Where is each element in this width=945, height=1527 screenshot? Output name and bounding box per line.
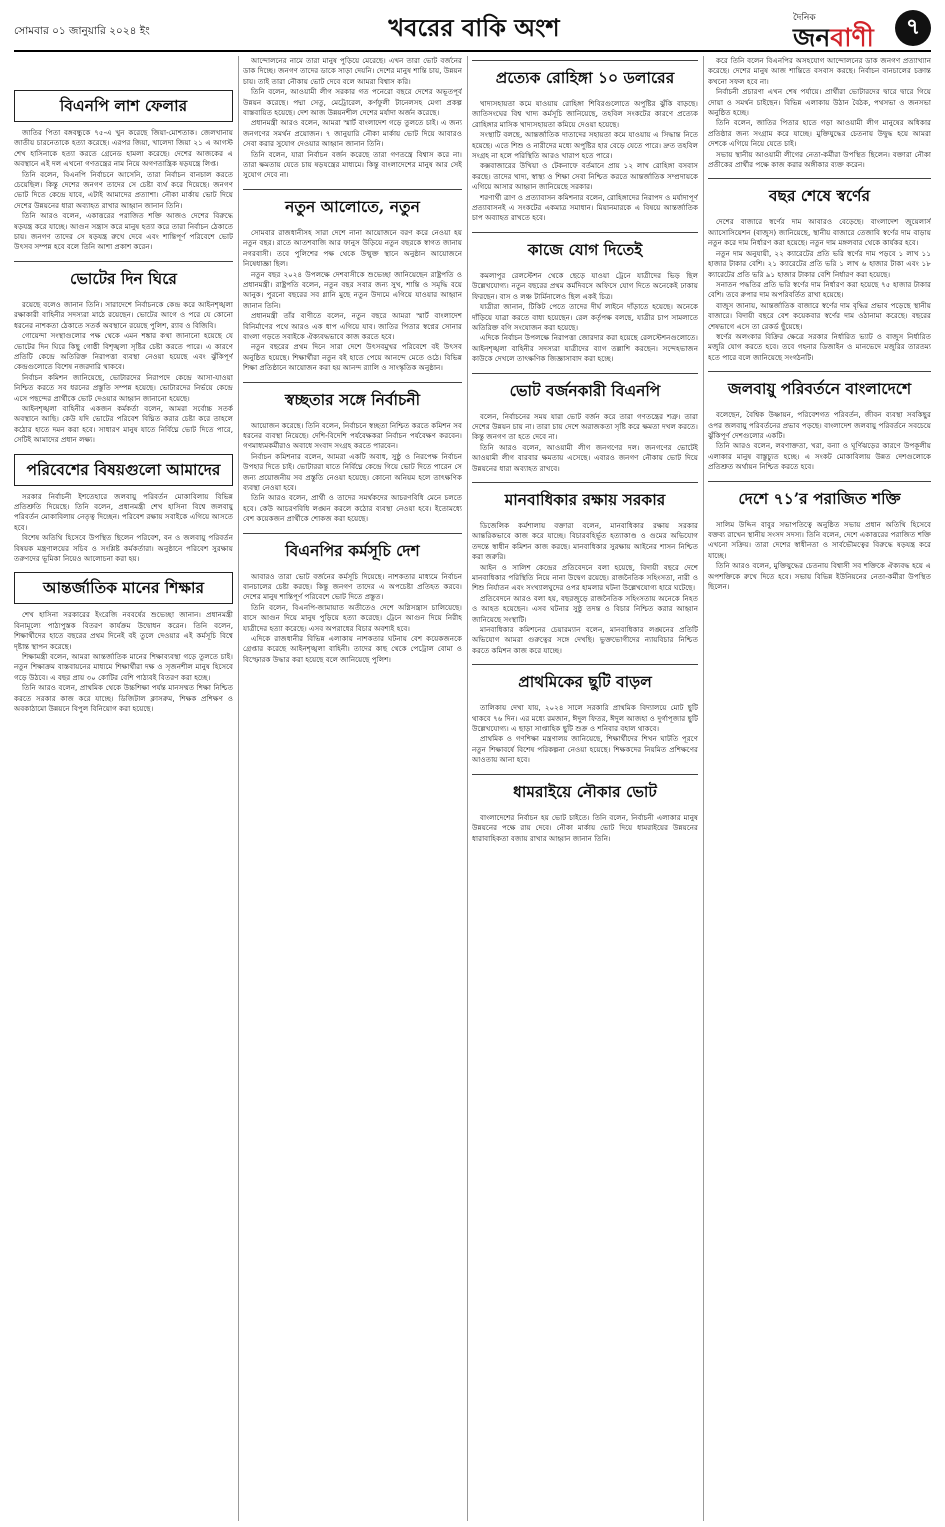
paragraph: এদিকে রাজধানীর বিভিন্ন এলাকায় নাশকতার ঘটনায় বেশ কয়েকজনকে গ্রেপ্তার করেছে আইনশৃঙ্খলা বাহিনী। তাদের কাছ থেকে পেট্রোল বোমা ও বিস্ফোরক উদ্ধার করা হয়েছে বলে জানিয়েছে পুলিশ।	[243, 634, 462, 664]
article-body	[243, 228, 462, 374]
paragraph: সংস্থাটি বলছে, আন্তর্জাতিক দাতাদের সহায়তা কমে যাওয়ায় এ সিদ্ধান্ত নিতে হয়েছে। এতে শিশু ও নারীদের মধ্যে অপুষ্টির হার বেড়ে যেতে পারে। দ্রুত তহবিল সংগ্রহ না হলে পরিস্থিতি আরও খারাপ হতে পারে।	[472, 130, 698, 161]
article-body	[472, 521, 698, 656]
column-1	[14, 56, 233, 1521]
headline: বিএনপির কর্মসূচি দেশ	[243, 533, 462, 566]
article-dhamrai	[472, 774, 698, 844]
paragraph: শিক্ষামন্ত্রী বলেন, আমরা আন্তর্জাতিক মানের শিক্ষাব্যবস্থা গড়ে তুলতে চাই। নতুন শিক্ষাক্রম বাস্তবায়নের মাধ্যমে শিক্ষার্থীরা দক্ষ ও সৃজনশীল মানুষ হিসেবে গড়ে উঠবে। এ বছর প্রায় ৩০ কোটির বেশি পাঠ্যবই বিতরণ করা হচ্ছে।	[14, 652, 233, 682]
headline: নতুন আলোতে, নতুন	[243, 189, 462, 222]
article-rohingya	[472, 60, 698, 224]
article-voting-day	[14, 261, 233, 446]
headline: ধামরাইয়ে নৌকার ভোট	[472, 774, 698, 807]
paragraph: তিনি আরও বলেন, প্রাথমিক থেকে উচ্চশিক্ষা পর্যন্ত মানসম্মত শিক্ষা নিশ্চিত করতে সরকার কাজ করে যাচ্ছে। ডিজিটাল ক্লাসরুম, শিক্ষক প্রশিক্ষণ ও অবকাঠামো উন্নয়নে বিপুল বিনিয়োগ করা হয়েছে।	[14, 683, 233, 714]
paragraph: মানবাধিকার কমিশনের চেয়ারম্যান বলেন, মানবাধিকার লঙ্ঘনের প্রতিটি অভিযোগ আমরা গুরুত্বের সঙ্গে দেখছি। ভুক্তভোগীদের ন্যায়বিচার নিশ্চিত করতে কমিশন কাজ করে যাচ্ছে।	[472, 625, 698, 655]
paragraph: বলেন, নির্বাচনের সময় যারা ভোট বর্জন করে তারা গণতন্ত্রের শত্রু। তারা দেশের উন্নয়ন চায় না। তারা চায় দেশে অরাজকতা সৃষ্টি করে ক্ষমতা দখল করতে। কিন্তু জনগণ তা হতে দেবে না।	[472, 411, 698, 442]
article-71-defeated-force	[708, 481, 931, 593]
column-rule	[703, 56, 704, 1521]
headline: ভোট বর্জনকারী বিএনপি	[472, 373, 698, 406]
paragraph: বলেছেন, বৈশ্বিক উষ্ণায়ন, পরিবেশগত পরিবর্তন, জীবন ব্যবস্থা সবকিছুর ওপর জলবায়ু পরিবর্তনের প্রভাব পড়ছে। বাংলাদেশ জলবায়ু পরিবর্তনে সবচেয়ে ঝুঁকিপূর্ণ দেশগুলোর একটি।	[708, 410, 931, 440]
logo-name	[793, 18, 874, 61]
headline: পরিবেশের বিষয়গুলো আমাদের	[14, 454, 233, 486]
article-bnp-lash	[14, 90, 233, 253]
paragraph: নতুন দাম অনুযায়ী, ২২ ক্যারেটের প্রতি ভরি স্বর্ণের দাম পড়বে ১ লাখ ১১ হাজার টাকার বেশি। ২১ ক্যারেটের প্রতি ভরি ১ লাখ ৬ হাজার টাকা এবং ১৮ ক্যারেটের প্রতি ভরি ৯১ হাজার টাকার বেশি নির্ধারণ করা হয়েছে।	[708, 248, 931, 279]
column-rule	[467, 56, 468, 1521]
paragraph: নতুন বছরের প্রথম দিনে সারা দেশে উৎসবমুখর পরিবেশে বই উৎসব অনুষ্ঠিত হয়েছে। শিক্ষার্থীরা নতুন বই হাতে পেয়ে আনন্দে মেতে ওঠে। বিভিন্ন শিক্ষা প্রতিষ্ঠানে আয়োজন করা হয় আনন্দ র‍্যালি ও সাংস্কৃতিক অনুষ্ঠান।	[243, 342, 462, 373]
article-body	[708, 410, 931, 472]
article-body	[472, 703, 698, 765]
paragraph: শেখ হাসিনা সরকারের ইংরেজি নববর্ষের শুভেচ্ছা জানান। প্রধানমন্ত্রী বিনামূল্যে পাঠ্যপুস্তক বিতরণ কার্যক্রম উদ্বোধন করেন। তিনি বলেন, শিক্ষার্থীদের হাতে বছরের প্রথম দিনেই বই তুলে দেওয়ার এই কর্মসূচি বিশ্বে দৃষ্টান্ত স্থাপন করেছে।	[14, 610, 233, 651]
paragraph: ডিজেলিক কর্মশালায় বক্তারা বলেন, মানবাধিকার রক্ষায় সরকার আন্তরিকভাবে কাজ করে যাচ্ছে। বিচারবহির্ভূত হত্যাকাণ্ড ও গুমের অভিযোগ তদন্তে স্বাধীন কমিশন কাজ করছে। মানবাধিকার সুরক্ষায় আইনের শাসন নিশ্চিত করা জরুরি।	[472, 520, 698, 562]
paragraph: কক্সবাজারের উখিয়া ও টেকনাফে বর্তমানে প্রায় ১২ লাখ রোহিঙ্গা বসবাস করছে। তাদের খাদ্য, স্বাস্থ্য ও শিক্ষা সেবা নিশ্চিত করতে আন্তর্জাতিক সম্প্রদায়কে এগিয়ে আসার আহ্বান জানিয়েছে সরকার।	[472, 161, 698, 192]
paragraph: এদিকে নির্বাচন উপলক্ষে নিরাপত্তা জোরদার করা হয়েছে রেলস্টেশনগুলোতে। আইনশৃঙ্খলা বাহিনীর সদস্যরা যাত্রীদের ব্যাগ তল্লাশি করছেন। সন্দেহভাজন কাউকে দেখলে তাৎক্ষণিক জিজ্ঞাসাবাদ করা হচ্ছে।	[472, 333, 698, 364]
paragraph: গোয়েন্দা সংস্থাগুলোর পক্ষ থেকে এমন শঙ্কার কথা জানানো হয়েছে যে ভোটের দিন ঘিরে কিছু গোষ্ঠী বিশৃঙ্খলা সৃষ্টির চেষ্টা করতে পারে। এ কারণে প্রতিটি কেন্দ্রে অতিরিক্ত নিরাপত্তা ব্যবস্থা নেওয়া হয়েছে এবং ঝুঁকিপূর্ণ কেন্দ্রগুলোতে বিশেষ নজরদারি থাকবে।	[14, 331, 233, 372]
paragraph: তিনি আরও বলেন, আওয়ামী লীগ জনগণের দল। জনগণের ভোটেই আওয়ামী লীগ বারবার ক্ষমতায় এসেছে। এবারও জনগণ নৌকায় ভোট দিয়ে উন্নয়নের ধারা অব্যাহত রাখবে।	[472, 442, 698, 473]
article-body	[708, 217, 931, 363]
newspaper-logo	[791, 10, 931, 52]
article-bnp-program	[243, 533, 462, 666]
article-human-rights	[472, 482, 698, 656]
paragraph: বিশেষ অতিথি হিসেবে উপস্থিত ছিলেন পরিবেশ, বন ও জলবায়ু পরিবর্তন বিষয়ক মন্ত্রণালয়ের সচিব ও সংশ্লিষ্ট কর্মকর্তারা। অনুষ্ঠানে পরিবেশ সুরক্ষায় তরুণদের ভূমিকা নিয়েও আলোচনা করা হয়।	[14, 533, 233, 563]
headline: আন্তর্জাতিক মানের শিক্ষার	[14, 572, 233, 604]
headline: ভোটের দিন ঘিরে	[14, 261, 233, 294]
paragraph: আইনশৃঙ্খলা বাহিনীর একজন কর্মকর্তা বলেন, আমরা সর্বোচ্চ সতর্ক অবস্থানে আছি। কেউ যদি ভোটের পরিবেশ বিঘ্নিত করার চেষ্টা করে তাহলে কঠোর হাতে দমন করা হবে। সাধারণ মানুষ যাতে নির্বিঘ্নে ভোট দিতে পারে, সেটিই আমাদের প্রধান লক্ষ্য।	[14, 403, 233, 445]
paragraph: স্বর্ণের অলংকার বিক্রির ক্ষেত্রে সরকার নির্ধারিত ভ্যাট ও বাজুস নির্ধারিত মজুরি যোগ করতে হবে। তবে গহনার ডিজাইন ও মানভেদে মজুরির তারতম্য হতে পারে বলে জানিয়েছে সংগঠনটি।	[708, 331, 931, 362]
article-body	[14, 610, 233, 714]
paragraph: তিনি বলেন, বিএনপি-জামায়াত অতীতেও দেশে অগ্নিসন্ত্রাস চালিয়েছে। বাসে আগুন দিয়ে মানুষ পুড়িয়ে হত্যা করেছে। ট্রেনে আগুন দিয়ে নিরীহ যাত্রীদের হত্যা করেছে। এসব অপরাধের বিচার অবশ্যই হবে।	[243, 602, 462, 633]
article-body	[14, 128, 233, 253]
article-body	[243, 421, 462, 525]
article-body	[14, 300, 233, 446]
paragraph: খাদ্যসহায়তা কমে যাওয়ায় রোহিঙ্গা শিবিরগুলোতে অপুষ্টির ঝুঁকি বাড়ছে। জাতিসংঘের বিশ্ব খাদ্য কর্মসূচি জানিয়েছে, তহবিল সংকটের কারণে প্রত্যেক রোহিঙ্গার মাসিক খাদ্যসহায়তা কমিয়ে দেওয়া হয়েছে।	[472, 99, 698, 129]
article-environment	[14, 454, 233, 565]
article-body	[708, 520, 931, 593]
paragraph: প্রধানমন্ত্রী আরও বলেন, আমরা স্মার্ট বাংলাদেশ গড়ে তুলতে চাই। এ জন্য জনগণের সমর্থন প্রয়োজন। ৭ জানুয়ারি নৌকা মার্কায় ভোট দিয়ে আবারও সেবা করার সুযোগ দেওয়ার আহ্বান জানান তিনি।	[243, 118, 462, 149]
paragraph: সভায় স্থানীয় আওয়ামী লীগের নেতা-কর্মীরা উপস্থিত ছিলেন। বক্তারা নৌকা প্রতীকের প্রার্থীর পক্ষে কাজ করার অঙ্গীকার ব্যক্ত করেন।	[708, 149, 931, 170]
column-3	[472, 56, 698, 1521]
paragraph: বাজুস জানায়, আন্তর্জাতিক বাজারে স্বর্ণের দাম বৃদ্ধির প্রভাব পড়েছে স্থানীয় বাজারে। বিদায়ী বছরে বেশ কয়েকবার স্বর্ণের দাম ওঠানামা করেছে। বছরের শেষভাগে এসে তা রেকর্ড ছুঁয়েছে।	[708, 300, 931, 331]
paragraph: আইন ও সালিশ কেন্দ্রের প্রতিবেদনে বলা হয়েছে, বিদায়ী বছরে দেশে মানবাধিকার পরিস্থিতি নিয়ে নানা উদ্বেগ রয়েছে। রাজনৈতিক সহিংসতা, নারী ও শিশু নির্যাতন এবং সংখ্যালঘুদের ওপর হামলার ঘটনা উল্লেখযোগ্য হারে ঘটেছে।	[472, 562, 698, 593]
article-body	[243, 572, 462, 666]
page-number: ৭	[895, 10, 931, 46]
headline: কাজে যোগ দিতেই	[472, 232, 698, 265]
paragraph: তিনি আরও বলেন, প্রার্থী ও তাদের সমর্থকদের আচরণবিধি মেনে চলতে হবে। কেউ আচরণবিধি লঙ্ঘন করলে কঠোর ব্যবস্থা নেওয়া হবে। ইতোমধ্যে বেশ কয়েকজন প্রার্থীকে শোকজ করা হয়েছে।	[243, 493, 462, 524]
paragraph: সরকার নির্বাচনী ইশতেহারে জলবায়ু পরিবর্তন মোকাবিলায় বিভিন্ন প্রতিশ্রুতি দিয়েছে। তিনি বলেন, প্রধানমন্ত্রী শেখ হাসিনা বিশ্বে জলবায়ু পরিবর্তন মোকাবিলায় নেতৃত্ব দিচ্ছেন। পরিবেশ রক্ষায় সবাইকে এগিয়ে আসতে হবে।	[14, 491, 233, 532]
paragraph: আন্দোলনের নামে তারা মানুষ পুড়িয়ে মেরেছে। এখন তারা ভোট বর্জনের ডাক দিচ্ছে। জনগণ তাদের ডাকে সাড়া দেয়নি। দেশের মানুষ শান্তি চায়, উন্নয়ন চায়। তাই তারা নৌকায় ভোট দেবে বলে আমরা বিশ্বাস করি।	[243, 56, 462, 86]
paragraph: জাতির পিতা বঙ্গবন্ধুকে ৭৫-এ খুন করেছে জিয়া-মোশতাক। জেলখানায় জাতীয় চারনেতাকে হত্যা করেছে। এরপর জিয়া, খালেদা জিয়া ২১ এ আগস্ট শেখ হাসিনাকে হত্যা করতে গ্রেনেড হামলা করেছে। দেশের আজকের এ অবস্থানে এই দল এখনো গণতন্ত্রের নাম নিয়ে অগণতান্ত্রিক ষড়যন্ত্রে লিপ্ত।	[14, 128, 233, 169]
logo-part-2: বাণী	[830, 23, 874, 52]
headline: জলবায়ু পরিবর্তনে বাংলাদেশে	[708, 371, 931, 404]
article-body	[14, 492, 233, 565]
paragraph: তিনি বলেন, যারা নির্বাচন বর্জন করেছে তারা গণতন্ত্রে বিশ্বাস করে না। তারা ক্ষমতায় যেতে চায় ষড়যন্ত্রের মাধ্যমে। কিন্তু বাংলাদেশের মানুষ আর সেই সুযোগ দেবে না।	[243, 149, 462, 180]
paragraph: নির্বাচন কমিশনার বলেন, আমরা একটি অবাধ, সুষ্ঠু ও নিরপেক্ষ নির্বাচন উপহার দিতে চাই। ভোটাররা যাতে নির্বিঘ্নে কেন্দ্রে গিয়ে ভোট দিতে পারেন সে জন্য প্রয়োজনীয় সব প্রস্তুতি নেওয়া হয়েছে। কোনো অনিয়ম হলে তাৎক্ষণিক ব্যবস্থা নেওয়া হবে।	[243, 451, 462, 492]
paragraph: প্রতিবেদনে আরও বলা হয়, বছরজুড়ে রাজনৈতিক সহিংসতায় অনেকে নিহত ও আহত হয়েছেন। এসব ঘটনার সুষ্ঠু তদন্ত ও বিচার নিশ্চিত করার আহ্বান জানিয়েছে সংস্থাটি।	[472, 593, 698, 624]
paragraph: প্রাথমিক ও গণশিক্ষা মন্ত্রণালয় জানিয়েছে, শিক্ষার্থীদের শিখন ঘাটতি পূরণে নতুন শিক্ষাবর্ষে বিশেষ পরিকল্পনা নেওয়া হয়েছে। শিক্ষকদের নিয়মিত প্রশিক্ষণের আওতায় আনা হবে।	[472, 734, 698, 765]
logo-part-1: জন	[793, 23, 831, 52]
paragraph: তিনি বলেন, জাতির পিতার হাতে গড়া আওয়ামী লীগ মানুষের অধিকার প্রতিষ্ঠার জন্য সংগ্রাম করে যাচ্ছে। মুক্তিযুদ্ধের চেতনায় উদ্বুদ্ধ হয়ে আমরা দেশকে এগিয়ে নিয়ে যেতে চাই।	[708, 118, 931, 149]
headline: মানবাধিকার রক্ষায় সরকার	[472, 482, 698, 515]
paragraph: তিনি আরও বলেন, একাত্তরের পরাজিত শক্তি আজও দেশের বিরুদ্ধে ষড়যন্ত্র করে যাচ্ছে। আগুন সন্ত্রাস করে মানুষ হত্যা করে তারা নির্বাচন ঠেকাতে চায়। জনগণ তাদের সে ষড়যন্ত্র রুখে দেবে এবং শান্তিপূর্ণ পরিবেশে ভোট উৎসব সম্পন্ন হবে বলে তিনি আশা প্রকাশ করেন।	[14, 211, 233, 252]
article-continuation	[243, 56, 462, 181]
headline: বছর শেষে স্বর্ণের	[708, 178, 931, 211]
paragraph: তিনি আরও বলেন, মুক্তিযুদ্ধের চেতনায় বিশ্বাসী সব শক্তিকে ঐক্যবদ্ধ হয়ে এ অপশক্তিকে রুখে দিতে হবে। সভায় বিভিন্ন ইউনিয়নের নেতা-কর্মীরা উপস্থিত ছিলেন।	[708, 561, 931, 592]
paragraph: বাংলাদেশের নির্বাচন হয় ভোট চাইতে। তিনি বলেন, নির্বাচনী এলাকার মানুষ উন্নয়নের পক্ষে রায় দেবে। নৌকা মার্কায় ভোট দিয়ে ধামরাইয়ের উন্নয়নের ধারাবাহিকতা বজায় রাখার আহ্বান জানান তিনি।	[472, 812, 698, 843]
paragraph: রয়েছে বলেও জানান তিনি। সারাদেশে নির্বাচনকে কেন্দ্র করে আইনশৃঙ্খলা রক্ষাকারী বাহিনীর সদস্যরা মাঠে রয়েছেন। ভোটের আগে ও পরে যে কোনো ধরনের নাশকতা ঠেকাতে সতর্ক অবস্থানে রয়েছে পুলিশ, র‍্যাব ও বিজিবি।	[14, 299, 233, 330]
article-body	[708, 56, 931, 170]
paragraph: যাত্রীরা জানান, টিকিট পেতে তাদের দীর্ঘ লাইনে দাঁড়াতে হয়েছে। অনেকে দাঁড়িয়ে যাত্রা করতে বাধ্য হয়েছেন। রেল কর্তৃপক্ষ বলছে, যাত্রীর চাপ সামলাতে অতিরিক্ত বগি সংযোজন করা হয়েছে।	[472, 302, 698, 332]
headline: দেশে ৭১’র পরাজিত শক্তি	[708, 481, 931, 514]
paragraph: দেশের বাজারে স্বর্ণের দাম আবারও বেড়েছে। বাংলাদেশ জুয়েলার্স অ্যাসোসিয়েশন (বাজুস) জানিয়েছে, স্থানীয় বাজারে তেজাবি স্বর্ণের দাম বাড়ায় নতুন করে দাম নির্ধারণ করা হয়েছে। নতুন দাম মঙ্গলবার থেকে কার্যকর হবে।	[708, 217, 931, 248]
paragraph: নির্বাচন কমিশন জানিয়েছে, ভোটারদের নিরাপদে কেন্দ্রে আসা-যাওয়া নিশ্চিত করতে সব ধরনের প্রস্তুতি সম্পন্ন হয়েছে। ভোটারদের নির্ভয়ে কেন্দ্রে এসে পছন্দের প্রার্থীকে ভোট দেওয়ার আহ্বান জানানো হয়েছে।	[14, 372, 233, 403]
paragraph: তালিকায় দেখা যায়, ২০২৪ সালে সরকারি প্রাথমিক বিদ্যালয়ে মোট ছুটি থাকবে ৭৬ দিন। এর মধ্যে রমজান, ঈদুল ফিতর, ঈদুল আজহা ও দুর্গাপূজার ছুটি উল্লেখযোগ্য। এ ছাড়া সাপ্তাহিক ছুটি শুক্র ও শনিবার বহাল থাকবে।	[472, 703, 698, 734]
column-rule	[238, 56, 239, 1521]
paragraph: সালিম উদ্দিন বাবুর সভাপতিত্বে অনুষ্ঠিত সভায় প্রধান অতিথি হিসেবে বক্তব্য রাখেন স্থানীয় সংসদ সদস্য। তিনি বলেন, দেশে একাত্তরের পরাজিত শক্তি এখনো সক্রিয়। তারা দেশের স্বাধীনতা ও সার্বভৌমত্বের বিরুদ্ধে ষড়যন্ত্র করে যাচ্ছে।	[708, 519, 931, 560]
article-education	[14, 572, 233, 714]
page-header	[14, 10, 931, 52]
article-body	[472, 412, 698, 474]
paragraph: করে তিনি বলেন বিএনপির অসহযোগ আন্দোলনের ডাক জনগণ প্রত্যাখ্যান করেছে। দেশের মানুষ আজ শান্তিতে বসবাস করছে। নির্বাচন বানচালের চক্রান্ত কখনো সফল হবে না।	[708, 56, 931, 86]
article-transparent-election	[243, 382, 462, 525]
column-4	[708, 56, 931, 1521]
paragraph: কমলাপুর রেলস্টেশন থেকে ছেড়ে যাওয়া ট্রেনে যাত্রীদের ভিড় ছিল উল্লেখযোগ্য। নতুন বছরের প্রথম কর্মদিবসে অফিসে যোগ দিতে অনেকেই ঢাকায় ফিরছেন। বাস ও লঞ্চ টার্মিনালেও ছিল একই চিত্র।	[472, 270, 698, 301]
article-primary-holidays	[472, 664, 698, 765]
paragraph: প্রধানমন্ত্রী তাঁর বাণীতে বলেন, নতুন বছরে আমরা স্মার্ট বাংলাদেশ বিনির্মাণের পথে আরও এক ধাপ এগিয়ে যাব। জাতির পিতার স্বপ্নের সোনার বাংলা গড়তে সবাইকে ঐক্যবদ্ধভাবে কাজ করতে হবে।	[243, 311, 462, 341]
paragraph: আবারও তারা ভোট বর্জনের কর্মসূচি দিয়েছে। নাশকতার মাধ্যমে নির্বাচন বানচালের চেষ্টা করছে। কিন্তু জনগণ তাদের এ অপচেষ্টা প্রতিহত করবে। দেশের মানুষ শান্তিপূর্ণ পরিবেশে ভোট দিতে প্রস্তুত।	[243, 571, 462, 602]
paragraph: নির্বাচনী প্রচারণা এখন শেষ পর্যায়ে। প্রার্থীরা ভোটারদের দ্বারে দ্বারে গিয়ে দোয়া ও সমর্থন চাইছেন। বিভিন্ন এলাকায় উঠান বৈঠক, পথসভা ও জনসভা অনুষ্ঠিত হচ্ছে।	[708, 87, 931, 118]
paragraph: তিনি বলেন, আওয়ামী লীগ সরকার গত পনেরো বছরে দেশের অভূতপূর্ব উন্নয়ন করেছে। পদ্মা সেতু, মেট্রোরেল, কর্ণফুলী টানেলসহ মেগা প্রকল্প বাস্তবায়িত হয়েছে। দেশ আজ উন্নয়নশীল দেশের মর্যাদা অর্জন করেছে।	[243, 87, 462, 118]
paragraph: সনাতন পদ্ধতির প্রতি ভরি স্বর্ণের দাম নির্ধারণ করা হয়েছে ৭৫ হাজার টাকার বেশি। তবে রুপার দাম অপরিবর্তিত রাখা হয়েছে।	[708, 279, 931, 300]
article-body	[243, 56, 462, 181]
paragraph: আয়োজন করেছে। তিনি বলেন, নির্বাচনে স্বচ্ছতা নিশ্চিত করতে কমিশন সব ধরনের ব্যবস্থা নিয়েছে। দেশি-বিদেশি পর্যবেক্ষকরা নির্বাচন পর্যবেক্ষণ করবেন। গণমাধ্যমকর্মীরাও অবাধে সংবাদ সংগ্রহ করতে পারবেন।	[243, 420, 462, 451]
page-title: খবরের বাকি অংশ	[388, 13, 560, 42]
headline: স্বচ্ছতার সঙ্গে নির্বাচনী	[243, 382, 462, 415]
paragraph: তিনি আরও বলেন, লবণাক্ততা, খরা, বন্যা ও ঘূর্ণিঝড়ের কারণে উপকূলীয় এলাকার মানুষ বাস্তুচ্যুত হচ্ছে। এ সংকট মোকাবিলায় উন্নত দেশগুলোকে প্রতিশ্রুত অর্থায়ন নিশ্চিত করতে হবে।	[708, 441, 931, 472]
headline: প্রাথমিকের ছুটি বাড়ল	[472, 664, 698, 697]
paragraph: নতুন বছর ২০২৪ উপলক্ষে দেশবাসীকে শুভেচ্ছা জানিয়েছেন রাষ্ট্রপতি ও প্রধানমন্ত্রী। রাষ্ট্রপতি বলেন, নতুন বছর সবার জন্য সুখ, শান্তি ও সমৃদ্ধি বয়ে আনুক। পুরনো বছরের সব গ্লানি মুছে নতুন উদ্যমে এগিয়ে যাওয়ার আহ্বান জানান তিনি।	[243, 269, 462, 310]
article-gold-price	[708, 178, 931, 363]
article-climate-change	[708, 371, 931, 472]
paragraph: শরণার্থী ত্রাণ ও প্রত্যাবাসন কমিশনার বলেন, রোহিঙ্গাদের নিরাপদ ও মর্যাদাপূর্ণ প্রত্যাবাসনই এ সংকটের একমাত্র সমাধান। মিয়ানমারকে এ বিষয়ে আন্তর্জাতিক চাপ অব্যাহত রাখতে হবে।	[472, 192, 698, 223]
article-body	[472, 813, 698, 844]
article-body	[472, 99, 698, 224]
article-new-year	[243, 189, 462, 374]
logo-daily-label: দৈনিক	[793, 13, 816, 23]
headline: প্রত্যেক রোহিঙ্গা ১০ ডলারের	[472, 60, 698, 93]
article-vote-boycott	[472, 373, 698, 474]
paragraph: তিনি বলেন, বিএনপি নির্বাচনে আসেনি, তারা নির্বাচন বানচাল করতে চেয়েছিল। কিন্তু দেশের জনগণ তাদের সে চেষ্টা ব্যর্থ করে দিয়েছে। জনগণ ভোট দিতে কেন্দ্রে যাবে, এটাই আমাদের প্রত্যাশা। নৌকা মার্কায় ভোট দিয়ে দেশের উন্নয়নের ধারা অব্যাহত রাখার আহ্বান জানান তিনি।	[14, 169, 233, 210]
headline: বিএনপি লাশ ফেলার	[14, 90, 233, 122]
issue-date: সোমবার ০১ জানুয়ারি ২০২৪ ইং	[14, 25, 150, 37]
article-continuation	[708, 56, 931, 170]
article-body	[472, 271, 698, 365]
article-work-return	[472, 232, 698, 365]
paragraph: সোমবার রাজধানীসহ সারা দেশে নানা আয়োজনে বরণ করে নেওয়া হয় নতুন বছর। রাতে আতশবাজি আর ফানুস উড়িয়ে নতুন বছরকে স্বাগত জানায় নগরবাসী। তবে পুলিশের পক্ষ থেকে উন্মুক্ত স্থানে অনুষ্ঠান আয়োজনে নিষেধাজ্ঞা ছিল।	[243, 227, 462, 269]
column-2	[243, 56, 462, 1521]
